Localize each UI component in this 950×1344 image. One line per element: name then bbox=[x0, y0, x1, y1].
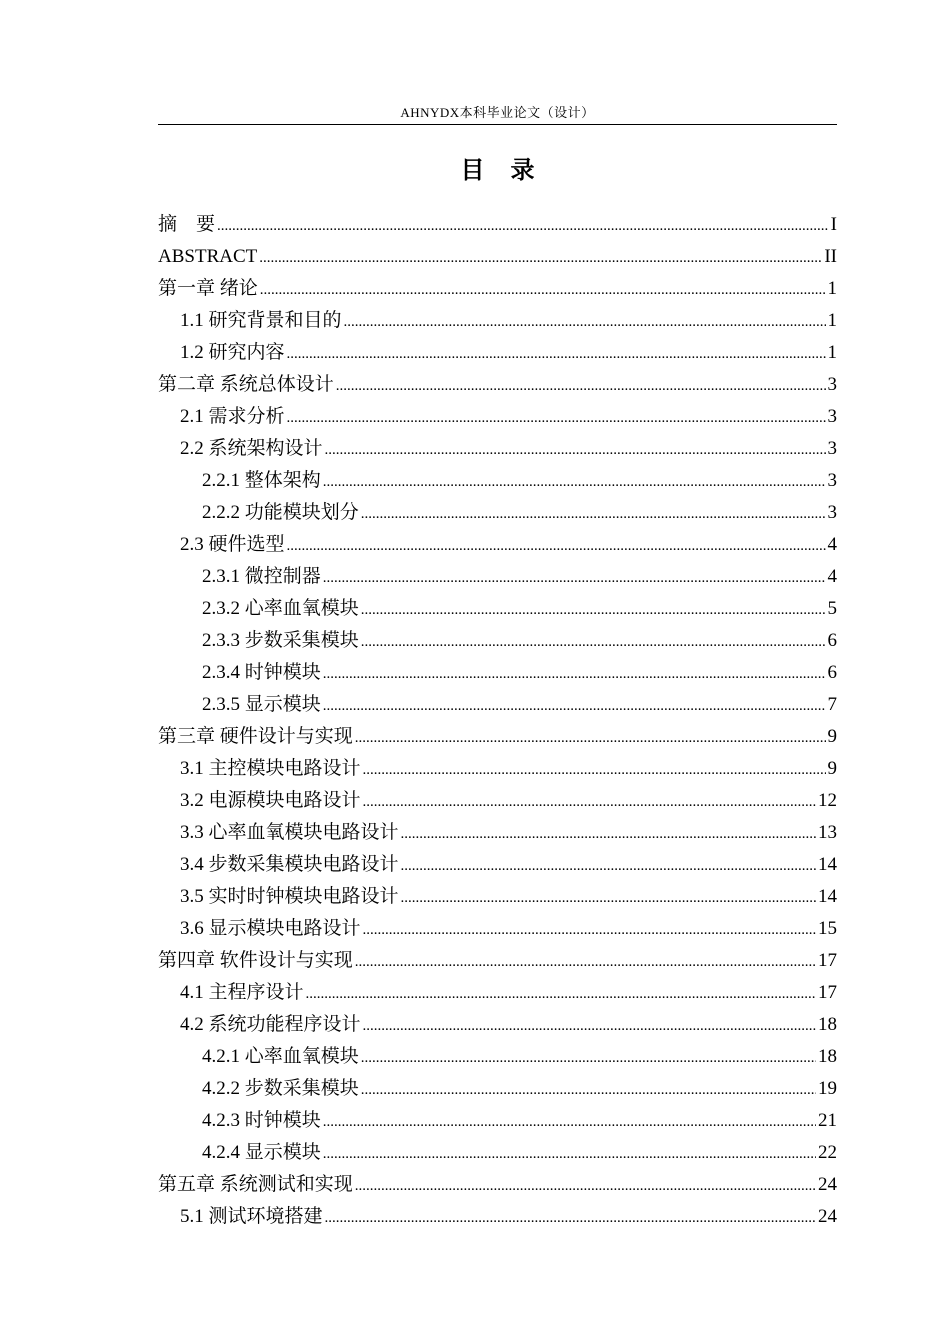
toc-leader-dots bbox=[363, 914, 816, 946]
toc-leader-dots bbox=[401, 818, 816, 850]
toc-leader-dots bbox=[361, 626, 826, 658]
toc-entry[interactable] bbox=[158, 1009, 837, 1041]
toc-entry-page: 9 bbox=[827, 758, 837, 779]
header-rule bbox=[158, 124, 837, 125]
toc-entry-label: 2.3.2 心率血氧模块 bbox=[202, 598, 359, 619]
toc-entry-label: 2.2.2 功能模块划分 bbox=[202, 502, 359, 523]
toc-entry[interactable] bbox=[158, 593, 837, 625]
toc-entry-page: 17 bbox=[818, 950, 837, 971]
table-of-contents bbox=[158, 209, 837, 1233]
toc-entry[interactable] bbox=[158, 849, 837, 881]
toc-entry-label: 1.1 研究背景和目的 bbox=[180, 310, 342, 331]
toc-leader-dots bbox=[361, 1074, 816, 1106]
toc-leader-dots bbox=[325, 1202, 816, 1234]
toc-entry[interactable] bbox=[158, 913, 837, 945]
toc-entry-page: 4 bbox=[827, 534, 837, 555]
toc-entry[interactable] bbox=[158, 1073, 837, 1105]
toc-entry-page: 24 bbox=[818, 1206, 837, 1227]
toc-entry-page: 21 bbox=[818, 1110, 837, 1131]
toc-entry-page: 3 bbox=[827, 406, 837, 427]
toc-entry-label: 3.2 电源模块电路设计 bbox=[180, 790, 361, 811]
toc-entry-label: 4.2.2 步数采集模块 bbox=[202, 1078, 359, 1099]
toc-entry[interactable] bbox=[158, 209, 837, 241]
toc-entry[interactable] bbox=[158, 1201, 837, 1233]
toc-leader-dots bbox=[323, 690, 826, 722]
toc-entry-page: 6 bbox=[827, 662, 837, 683]
toc-leader-dots bbox=[217, 210, 829, 242]
toc-leader-dots bbox=[287, 338, 826, 370]
toc-entry-label: 第五章 系统测试和实现 bbox=[158, 1174, 353, 1195]
toc-entry-page: 12 bbox=[818, 790, 837, 811]
toc-leader-dots bbox=[361, 1042, 816, 1074]
toc-entry-label: 摘 要 bbox=[158, 214, 216, 235]
toc-entry-label: 2.3.5 显示模块 bbox=[202, 694, 321, 715]
toc-entry-label: 第二章 系统总体设计 bbox=[158, 374, 334, 395]
toc-entry-label: 2.3.1 微控制器 bbox=[202, 566, 321, 587]
toc-entry[interactable] bbox=[158, 785, 837, 817]
toc-entry[interactable] bbox=[158, 273, 837, 305]
toc-entry-page: 5 bbox=[827, 598, 837, 619]
toc-entry[interactable] bbox=[158, 337, 837, 369]
toc-entry[interactable] bbox=[158, 497, 837, 529]
toc-leader-dots bbox=[363, 1010, 816, 1042]
toc-entry-label: 4.2 系统功能程序设计 bbox=[180, 1014, 361, 1035]
toc-entry-label: ABSTRACT bbox=[158, 246, 258, 267]
toc-leader-dots bbox=[363, 754, 826, 786]
toc-entry-label: 4.1 主程序设计 bbox=[180, 982, 304, 1003]
toc-entry[interactable] bbox=[158, 721, 837, 753]
toc-entry[interactable] bbox=[158, 1105, 837, 1137]
toc-entry-page: 19 bbox=[818, 1078, 837, 1099]
toc-entry-page: I bbox=[830, 214, 837, 235]
toc-entry-label: 4.2.3 时钟模块 bbox=[202, 1110, 321, 1131]
toc-entry[interactable] bbox=[158, 881, 837, 913]
toc-leader-dots bbox=[325, 434, 826, 466]
toc-leader-dots bbox=[336, 370, 826, 402]
toc-entry[interactable] bbox=[158, 689, 837, 721]
toc-entry-page: 17 bbox=[818, 982, 837, 1003]
toc-leader-dots bbox=[287, 530, 826, 562]
toc-leader-dots bbox=[355, 946, 816, 978]
toc-leader-dots bbox=[323, 1138, 816, 1170]
toc-entry[interactable] bbox=[158, 977, 837, 1009]
toc-leader-dots bbox=[355, 1170, 816, 1202]
toc-leader-dots bbox=[323, 562, 826, 594]
toc-leader-dots bbox=[355, 722, 826, 754]
toc-entry-page: 3 bbox=[827, 374, 837, 395]
toc-entry-label: 3.3 心率血氧模块电路设计 bbox=[180, 822, 399, 843]
toc-entry-page: 24 bbox=[818, 1174, 837, 1195]
toc-entry[interactable] bbox=[158, 465, 837, 497]
toc-entry-page: 4 bbox=[827, 566, 837, 587]
toc-entry[interactable] bbox=[158, 529, 837, 561]
toc-entry[interactable] bbox=[158, 945, 837, 977]
toc-leader-dots bbox=[306, 978, 816, 1010]
toc-entry-label: 2.2.1 整体架构 bbox=[202, 470, 321, 491]
toc-entry-label: 3.4 步数采集模块电路设计 bbox=[180, 854, 399, 875]
toc-entry-page: 14 bbox=[818, 886, 837, 907]
toc-entry-page: II bbox=[824, 246, 837, 267]
toc-entry-label: 2.3.4 时钟模块 bbox=[202, 662, 321, 683]
toc-leader-dots bbox=[344, 306, 826, 338]
toc-entry-label: 2.1 需求分析 bbox=[180, 406, 285, 427]
toc-entry-label: 第四章 软件设计与实现 bbox=[158, 950, 353, 971]
toc-leader-dots bbox=[363, 786, 816, 818]
toc-entry[interactable] bbox=[158, 753, 837, 785]
toc-entry-page: 6 bbox=[827, 630, 837, 651]
toc-entry-page: 3 bbox=[827, 438, 837, 459]
toc-entry-label: 第三章 硬件设计与实现 bbox=[158, 726, 353, 747]
toc-entry[interactable] bbox=[158, 1137, 837, 1169]
toc-entry[interactable] bbox=[158, 1169, 837, 1201]
toc-leader-dots bbox=[259, 242, 822, 274]
toc-entry[interactable] bbox=[158, 561, 837, 593]
toc-entry[interactable] bbox=[158, 817, 837, 849]
toc-leader-dots bbox=[323, 1106, 816, 1138]
toc-entry-page: 14 bbox=[818, 854, 837, 875]
toc-entry-label: 3.6 显示模块电路设计 bbox=[180, 918, 361, 939]
toc-entry-label: 2.2 系统架构设计 bbox=[180, 438, 323, 459]
toc-entry-label: 2.3.3 步数采集模块 bbox=[202, 630, 359, 651]
toc-entry[interactable] bbox=[158, 625, 837, 657]
toc-entry-label: 2.3 硬件选型 bbox=[180, 534, 285, 555]
running-header: AHNYDX本科毕业论文（设计） bbox=[400, 105, 595, 120]
toc-leader-dots bbox=[323, 466, 826, 498]
toc-entry-label: 5.1 测试环境搭建 bbox=[180, 1206, 323, 1227]
toc-leader-dots bbox=[287, 402, 826, 434]
toc-leader-dots bbox=[401, 850, 816, 882]
toc-entry-page: 7 bbox=[827, 694, 837, 715]
toc-leader-dots bbox=[260, 274, 826, 306]
toc-entry-page: 13 bbox=[818, 822, 837, 843]
toc-entry-label: 4.2.4 显示模块 bbox=[202, 1142, 321, 1163]
toc-entry-page: 1 bbox=[827, 278, 837, 299]
toc-entry[interactable] bbox=[158, 433, 837, 465]
toc-entry[interactable] bbox=[158, 369, 837, 401]
toc-entry-page: 15 bbox=[818, 918, 837, 939]
toc-entry-label: 3.1 主控模块电路设计 bbox=[180, 758, 361, 779]
toc-leader-dots bbox=[361, 498, 826, 530]
toc-entry[interactable] bbox=[158, 401, 837, 433]
toc-leader-dots bbox=[401, 882, 816, 914]
toc-entry-label: 4.2.1 心率血氧模块 bbox=[202, 1046, 359, 1067]
toc-entry-label: 第一章 绪论 bbox=[158, 278, 258, 299]
toc-entry[interactable] bbox=[158, 241, 837, 273]
toc-leader-dots bbox=[361, 594, 826, 626]
toc-entry-label: 1.2 研究内容 bbox=[180, 342, 285, 363]
toc-entry-page: 18 bbox=[818, 1046, 837, 1067]
page-title: 目录 bbox=[460, 158, 561, 184]
toc-leader-dots bbox=[323, 658, 826, 690]
toc-entry[interactable] bbox=[158, 657, 837, 689]
toc-entry-page: 22 bbox=[818, 1142, 837, 1163]
toc-entry-page: 1 bbox=[827, 310, 837, 331]
toc-entry-page: 3 bbox=[827, 502, 837, 523]
toc-entry-page: 3 bbox=[827, 470, 837, 491]
toc-entry-page: 9 bbox=[827, 726, 837, 747]
toc-entry-page: 18 bbox=[818, 1014, 837, 1035]
toc-entry-label: 3.5 实时时钟模块电路设计 bbox=[180, 886, 399, 907]
toc-entry-page: 1 bbox=[827, 342, 837, 363]
toc-entry[interactable] bbox=[158, 1041, 837, 1073]
toc-entry[interactable] bbox=[158, 305, 837, 337]
